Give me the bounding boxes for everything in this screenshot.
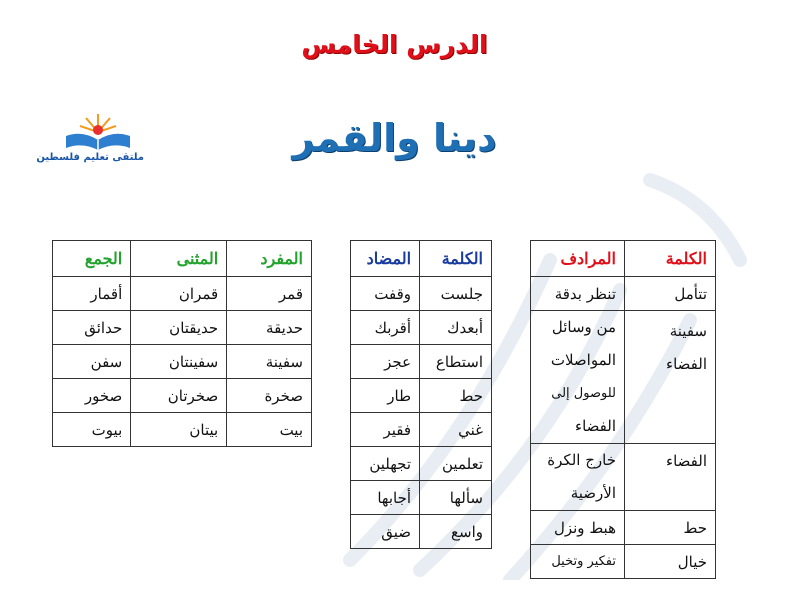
word-cell: جلست [420, 277, 492, 311]
meaning-line: من وسائل [551, 318, 616, 336]
story-title: دينا والقمر [292, 116, 497, 160]
table-row [531, 277, 716, 311]
table-header-row [531, 241, 716, 277]
singular-cell: حديقة [227, 311, 312, 345]
synonyms-table [530, 240, 716, 579]
column-header-dual: المثنى [131, 241, 227, 277]
opposites-table [350, 240, 492, 549]
open-book-with-sun-icon [52, 110, 144, 152]
word-cell: سألها [420, 481, 492, 515]
singular-cell: سفينة [227, 345, 312, 379]
table-row [531, 311, 716, 444]
meaning-line: المواصلات [550, 351, 616, 369]
table-row [53, 413, 312, 447]
meaning-cell [531, 311, 625, 444]
table-row [351, 515, 492, 549]
table-header-row [53, 241, 312, 277]
plural-cell: صخور [53, 379, 131, 413]
word-cell: واسع [420, 515, 492, 549]
table-row [351, 481, 492, 515]
word-cell: غني [420, 413, 492, 447]
table-header-row [351, 241, 492, 277]
opposite-cell: تجهلين [351, 447, 420, 481]
word-cell [625, 311, 716, 444]
meaning-line: للوصول إلى [551, 386, 616, 401]
opposite-cell: ضيق [351, 515, 420, 549]
dual-cell: بيتان [131, 413, 227, 447]
dual-cell: صخرتان [131, 379, 227, 413]
opposite-cell: أجابها [351, 481, 420, 515]
dual-cell: حديقتان [131, 311, 227, 345]
dual-cell: سفينتان [131, 345, 227, 379]
dual-cell: قمران [131, 277, 227, 311]
column-header-synonym: المرادف [531, 241, 625, 277]
word-cell: حط [420, 379, 492, 413]
table-row [53, 345, 312, 379]
logo [36, 110, 144, 170]
table-row [531, 511, 716, 545]
lesson-title: الدرس الخامس [301, 30, 488, 59]
opposite-cell: طار [351, 379, 420, 413]
plural-cell: سفن [53, 345, 131, 379]
meaning-cell [531, 444, 625, 511]
logo-caption: ملتقى تعليم فلسطين [36, 152, 144, 163]
plural-cell: أقمار [53, 277, 131, 311]
table-row [351, 311, 492, 345]
word-text: سفينة الفضاء [666, 322, 707, 373]
column-header-word: الكلمة [420, 241, 492, 277]
word-cell: الفضاء [625, 444, 716, 511]
plural-cell: حدائق [53, 311, 131, 345]
column-header-singular: المفرد [227, 241, 312, 277]
meaning-cell: تنظر بدقة [531, 277, 625, 311]
opposite-cell: وقفت [351, 277, 420, 311]
meaning-line: الأرضية [570, 484, 616, 502]
table-row [351, 413, 492, 447]
word-cell: تتأمل [625, 277, 716, 311]
table-row [53, 277, 312, 311]
meaning-cell: تفكير وتخيل [531, 545, 625, 579]
table-row [351, 447, 492, 481]
table-row [351, 277, 492, 311]
meaning-line: الفضاء [575, 417, 616, 435]
singular-cell: صخرة [227, 379, 312, 413]
table-row [531, 444, 716, 511]
column-header-word: الكلمة [625, 241, 716, 277]
word-cell: خيال [625, 545, 716, 579]
table-row [53, 311, 312, 345]
opposite-cell: أقربك [351, 311, 420, 345]
table-row [531, 545, 716, 579]
word-cell: تعلمين [420, 447, 492, 481]
singular-cell: قمر [227, 277, 312, 311]
column-header-opposite: المضاد [351, 241, 420, 277]
table-row [351, 379, 492, 413]
column-header-plural: الجمع [53, 241, 131, 277]
word-cell: أبعدك [420, 311, 492, 345]
meaning-line: خارج الكرة [547, 451, 616, 469]
table-row [351, 345, 492, 379]
singular-dual-plural-table [52, 240, 312, 447]
plural-cell: بيوت [53, 413, 131, 447]
word-cell: حط [625, 511, 716, 545]
opposite-cell: فقير [351, 413, 420, 447]
word-cell: استطاع [420, 345, 492, 379]
meaning-cell: هبط ونزل [531, 511, 625, 545]
singular-cell: بيت [227, 413, 312, 447]
opposite-cell: عجز [351, 345, 420, 379]
table-row [53, 379, 312, 413]
